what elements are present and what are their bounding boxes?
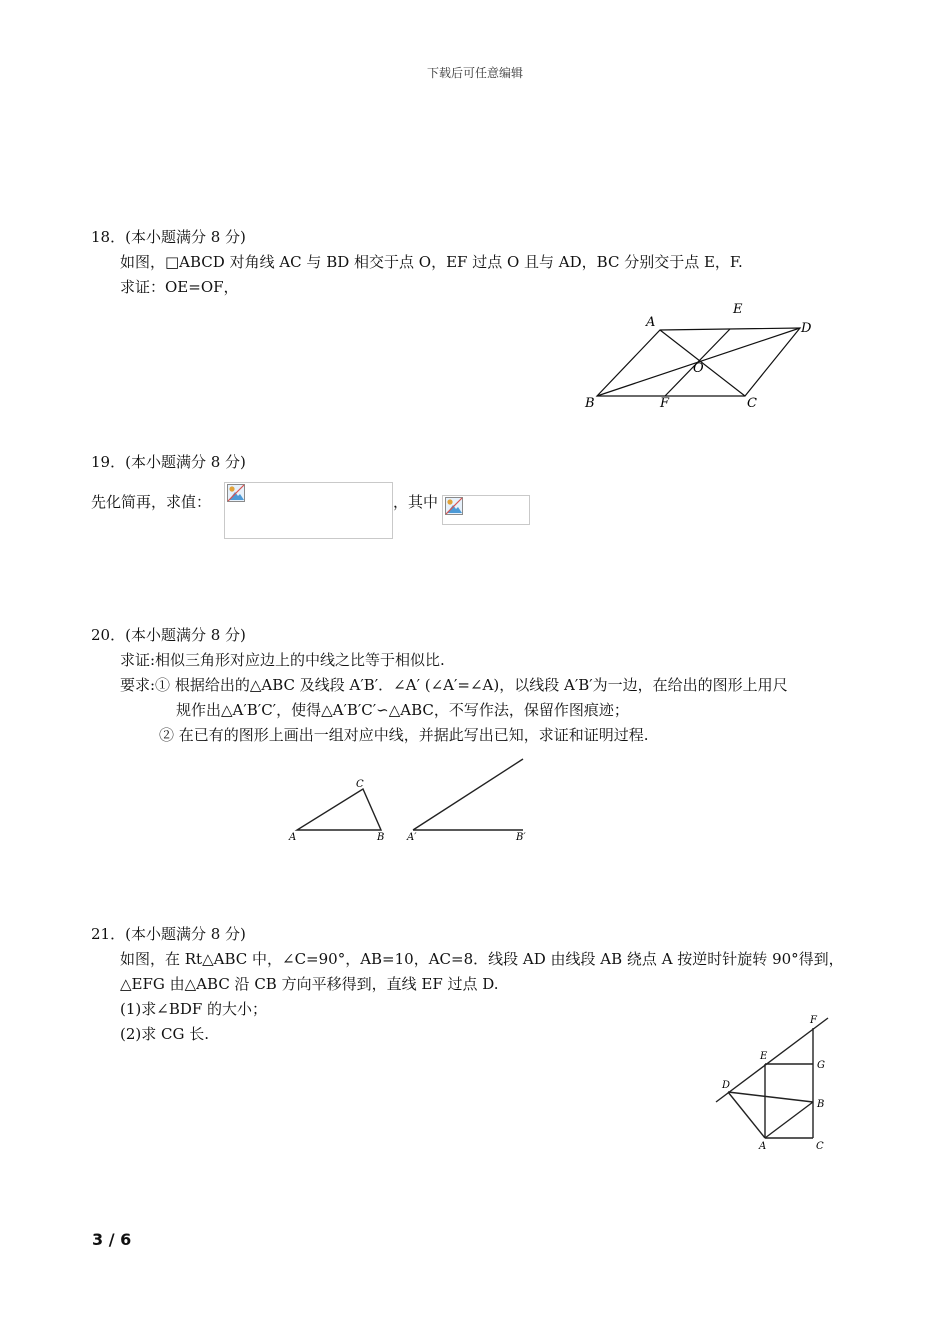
label-b-prime: B′ [516, 832, 526, 843]
q21-line4: (2)求 CG 长. [120, 1025, 210, 1043]
label-f: F [660, 396, 670, 411]
label-c: C [747, 396, 757, 411]
q21-title: 21．(本小题满分 8 分) [91, 925, 246, 943]
similar-triangles-figure [285, 752, 535, 847]
page-header: 下载后可任意编辑 [426, 66, 523, 80]
label-g: G [817, 1060, 825, 1071]
q21-line2: △EFG 由△ABC 沿 CB 方向平移得到，直线 EF 过点 D. [120, 975, 499, 993]
segment-db [728, 1092, 813, 1102]
label-e: E [760, 1051, 768, 1062]
q21-line1: 如图，在 Rt△ABC 中，∠C=90°，AB=10，AC=8．线段 AD 由线段 AB 绕点 A 按逆时针旋转 90°得到， [120, 950, 844, 968]
broken-image-icon [227, 484, 245, 502]
q18-line1: 如图，□ABCD 对角线 AC 与 BD 相交于点 O，EF 过点 O 且与 AD，BC 分别交于点 E，F. [120, 253, 743, 271]
label-b: B [817, 1099, 825, 1110]
rotation-translation-figure [708, 1010, 838, 1160]
label-b: B [377, 832, 385, 843]
label-f: F [810, 1015, 817, 1026]
broken-image-icon [445, 497, 463, 515]
q20-line4: ② 在已有的图形上画出一组对应中线，并据此写出已知，求证和证明过程. [159, 726, 649, 744]
broken-condition-image [442, 495, 530, 525]
q19-text-prefix: 先化简再，求值： [91, 493, 212, 511]
q20-title: 20．(本小题满分 8 分) [91, 626, 246, 644]
label-b: B [585, 396, 595, 411]
angle-ray [413, 759, 523, 830]
q19-text-suffix: ，其中 [393, 493, 439, 511]
label-a: A [289, 832, 297, 843]
q20-line1: 求证:相似三角形对应边上的中线之比等于相似比. [120, 651, 445, 669]
q19-title: 19．(本小题满分 8 分) [91, 453, 246, 471]
line-ef [716, 1018, 828, 1102]
q20-line3: 规作出△A′B′C′，使得△A′B′C′∽△ABC，不写作法，保留作图痕迹； [176, 701, 629, 719]
label-a: A [759, 1141, 767, 1152]
label-d: D [722, 1080, 731, 1091]
page-number: 3 / 6 [92, 1230, 132, 1249]
broken-formula-image [224, 482, 393, 539]
segment-ab [765, 1102, 813, 1138]
q21-line3: (1)求∠BDF 的大小； [120, 1000, 268, 1018]
label-c: C [356, 779, 364, 790]
label-d: D [801, 321, 812, 336]
parallelogram-figure [575, 296, 825, 416]
triangle-abc [297, 789, 381, 830]
label-o: O [693, 361, 704, 376]
q18-title: 18．(本小题满分 8 分) [91, 228, 246, 246]
q18-line2: 求证：OE=OF， [120, 278, 239, 296]
label-a-prime: A′ [407, 832, 417, 843]
label-a: A [646, 315, 656, 330]
label-e: E [733, 302, 743, 317]
label-c: C [816, 1141, 824, 1152]
segment-ad [728, 1092, 765, 1138]
q20-line2: 要求:① 根据给出的△ABC 及线段 A′B′．∠A′ (∠A′=∠A)，以线段 A′B′为一边，在给出的图形上用尺 [120, 676, 788, 694]
